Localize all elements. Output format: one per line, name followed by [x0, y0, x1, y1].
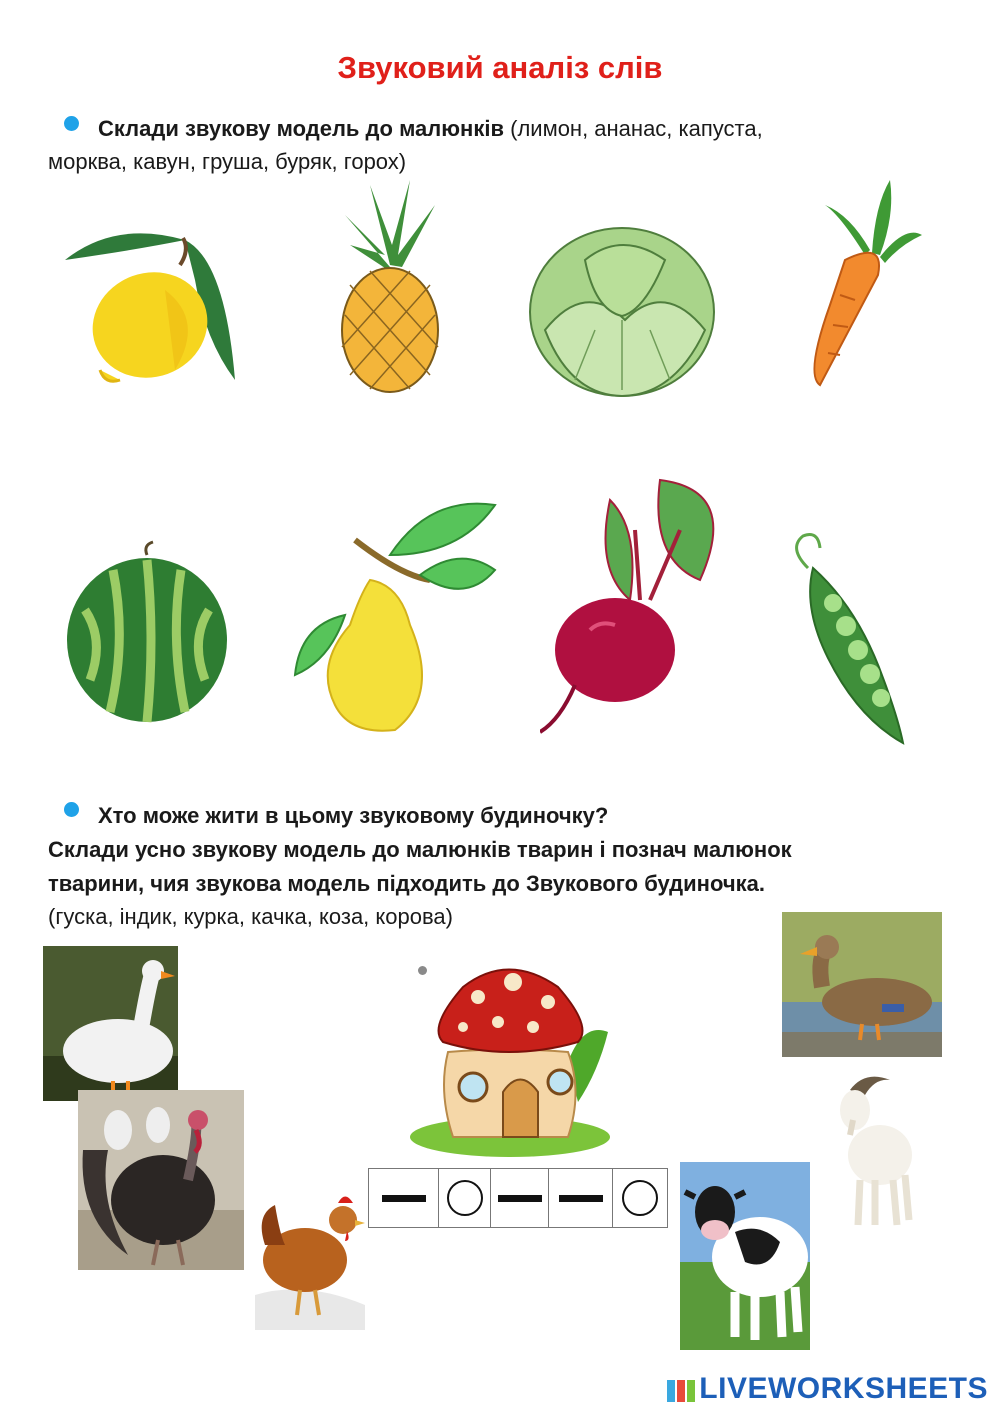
pineapple-picture[interactable] — [330, 175, 450, 395]
brand-logo — [667, 1372, 988, 1406]
hen-picture[interactable] — [255, 1185, 365, 1330]
carrot-picture[interactable] — [800, 175, 925, 390]
lemon-picture[interactable] — [55, 220, 245, 390]
task2-instruction-line1: Склади усно звукову модель до малюнків тварин і познач малюнок — [48, 837, 792, 862]
mushroom-house-picture[interactable] — [408, 952, 613, 1157]
task1-words-line2: морква, кавун, груша, буряк, горох) — [48, 149, 407, 174]
duck-picture[interactable] — [782, 912, 942, 1057]
task1-words: (лимон, ананас, капуста, — [504, 116, 763, 141]
sound-cell-consonant[interactable] — [549, 1169, 613, 1227]
pea-pod-picture[interactable] — [778, 528, 913, 746]
consonant-dash-icon — [498, 1195, 542, 1202]
sound-model-scheme — [368, 1168, 668, 1228]
task1-line1 — [98, 112, 958, 145]
sound-cell-vowel[interactable] — [439, 1169, 491, 1227]
goose-picture[interactable] — [43, 946, 178, 1101]
cabbage-picture[interactable] — [525, 220, 720, 400]
watermelon-picture[interactable] — [65, 540, 230, 725]
task2-question: Хто може жити в цьому звуковому будиночку? — [98, 803, 609, 828]
goat-picture[interactable] — [825, 1070, 915, 1230]
sound-cell-consonant[interactable] — [369, 1169, 439, 1227]
page-title: Звуковий аналіз слів — [337, 50, 663, 85]
bullet-icon — [64, 802, 79, 817]
bullet-icon — [64, 116, 79, 131]
turkey-picture[interactable] — [78, 1090, 244, 1270]
task2-animals-list: (гуска, індик, курка, качка, коза, корова) — [48, 904, 453, 929]
consonant-dash-icon — [559, 1195, 603, 1202]
pear-picture[interactable] — [290, 495, 500, 735]
vowel-circle-icon — [447, 1180, 483, 1216]
cow-picture[interactable] — [680, 1162, 810, 1350]
brand-text: LIVEWORKSHEETS — [699, 1372, 988, 1405]
beetroot-picture[interactable] — [540, 470, 740, 735]
liveworksheets-logo-icon — [667, 1376, 695, 1404]
task2-instruction-line2: тварини, чия звукова модель підходить до Звукового будиночка. — [48, 871, 765, 896]
consonant-dash-icon — [382, 1195, 426, 1202]
task1-instruction: Склади звукову модель до малюнків — [98, 116, 504, 141]
vowel-circle-icon — [622, 1180, 658, 1216]
sound-cell-vowel[interactable] — [613, 1169, 666, 1227]
sound-cell-consonant[interactable] — [491, 1169, 549, 1227]
